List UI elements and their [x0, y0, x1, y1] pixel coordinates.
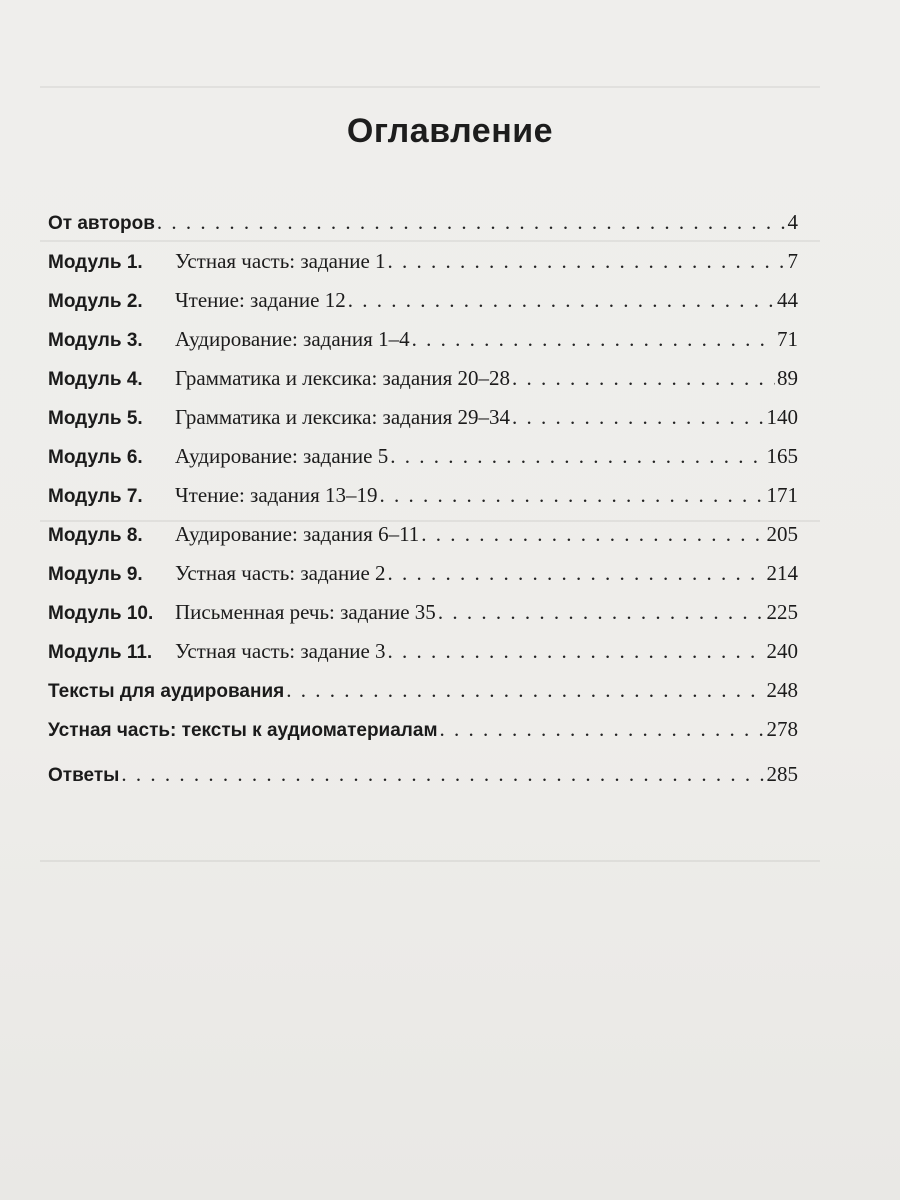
- toc-entry-module-5[interactable]: [48, 400, 798, 434]
- show-through-line: [40, 860, 820, 862]
- toc-entry-title: Тексты для аудирования: [48, 681, 285, 702]
- toc-entry-page: 214: [766, 561, 798, 585]
- leader-dots: [438, 595, 765, 629]
- toc-entry-module-11[interactable]: [48, 634, 798, 668]
- toc-entry-module-1[interactable]: [48, 244, 798, 278]
- toc-entry-title: Устная часть: задание 1: [175, 249, 386, 273]
- module-number: Модуль 2.: [48, 291, 143, 312]
- leader-dots: [412, 322, 775, 356]
- toc-entry-module-8[interactable]: [48, 517, 798, 551]
- toc-entry-module-3[interactable]: [48, 322, 798, 356]
- toc-entry-title: Ответы: [48, 765, 120, 786]
- toc-entry-page: 71: [777, 327, 798, 351]
- toc-entry-title: Аудирование: задания 1–4: [175, 327, 410, 351]
- toc-entry-module-10[interactable]: [48, 595, 798, 629]
- toc-entry-title: Аудирование: задания 6–11: [175, 522, 420, 546]
- toc-entry-page: 240: [766, 639, 798, 663]
- toc-entry-page: 89: [777, 366, 798, 390]
- module-number: Модуль 5.: [48, 408, 143, 429]
- leader-dots: [388, 634, 765, 668]
- leader-dots: [388, 244, 786, 278]
- module-number: Модуль 10.: [48, 603, 154, 624]
- toc-entry-title: Аудирование: задание 5: [175, 444, 389, 468]
- toc-entry-title: От авторов: [48, 213, 155, 234]
- page-title: Оглавление: [346, 112, 554, 150]
- leader-dots: [286, 673, 764, 707]
- module-number: Модуль 11.: [48, 642, 153, 663]
- toc-entry-module-4[interactable]: [48, 361, 798, 395]
- module-number: Модуль 6.: [48, 447, 143, 468]
- module-number: Модуль 3.: [48, 330, 143, 351]
- toc-entry-module-9[interactable]: [48, 556, 798, 590]
- show-through-line: [40, 86, 820, 88]
- toc-entry-speaking-audio-texts[interactable]: [48, 712, 798, 746]
- module-number: Модуль 9.: [48, 564, 143, 585]
- toc-entry-answers[interactable]: [48, 757, 798, 791]
- toc-entry-page: 248: [766, 678, 798, 702]
- toc-entry-page: 44: [777, 288, 798, 312]
- leader-dots: [121, 757, 764, 791]
- toc-entry-page: 225: [766, 600, 798, 624]
- toc-entry-module-2[interactable]: [48, 283, 798, 317]
- module-number: Модуль 4.: [48, 369, 143, 390]
- toc-entry-page: 7: [787, 249, 798, 273]
- leader-dots: [440, 712, 765, 746]
- toc-entry-module-6[interactable]: [48, 439, 798, 473]
- toc-entry-title: Грамматика и лексика: задания 29–34: [175, 405, 511, 429]
- leader-dots: [390, 439, 764, 473]
- toc-entry-page: 285: [766, 762, 798, 786]
- module-number: Модуль 8.: [48, 525, 143, 546]
- leader-dots: [512, 361, 775, 395]
- toc-entry-page: 140: [766, 405, 798, 429]
- toc-entry-title: Грамматика и лексика: задания 20–28: [175, 366, 511, 390]
- toc-entry-title: Чтение: задание 12: [175, 288, 346, 312]
- leader-dots: [421, 517, 764, 551]
- toc-entry-page: 171: [766, 483, 798, 507]
- leader-dots: [388, 556, 765, 590]
- show-through-line: [40, 240, 820, 242]
- leader-dots: [512, 400, 764, 434]
- toc-entry-page: 278: [766, 717, 798, 741]
- module-number: Модуль 1.: [48, 252, 143, 273]
- toc-entry-title: Устная часть: задание 3: [175, 639, 386, 663]
- toc-entry-title: Устная часть: задание 2: [175, 561, 386, 585]
- module-number: Модуль 7.: [48, 486, 143, 507]
- toc-entry-listening-texts[interactable]: [48, 673, 798, 707]
- leader-dots: [348, 283, 775, 317]
- toc-entry-title: Устная часть: тексты к аудиоматериалам: [48, 720, 438, 741]
- toc-entry-module-7[interactable]: [48, 478, 798, 512]
- leader-dots: [380, 478, 765, 512]
- toc-entry-page: 205: [766, 522, 798, 546]
- toc-entry-title: Письменная речь: задание 35: [175, 600, 436, 624]
- toc-entry-page: 165: [766, 444, 798, 468]
- toc-entry-page: 4: [787, 210, 798, 234]
- toc-entry-title: Чтение: задания 13–19: [175, 483, 378, 507]
- toc-entry-authors[interactable]: [48, 205, 798, 239]
- leader-dots: [157, 205, 786, 239]
